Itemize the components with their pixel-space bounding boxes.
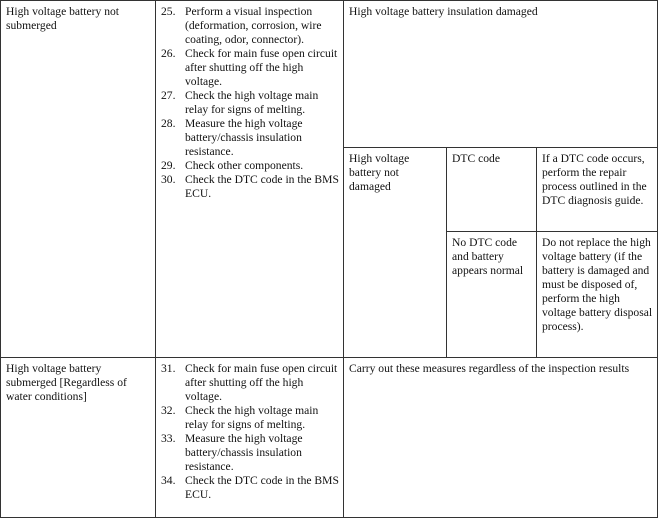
result-text: High voltage battery insulation damaged xyxy=(349,5,538,18)
list-item xyxy=(161,474,339,502)
step-text: Check the DTC code in the BMS ECU. xyxy=(185,173,339,200)
action-text: Do not replace the high voltage battery (if the battery is damaged and must be disposed of, perform the high voltage battery disposal process). xyxy=(542,236,653,333)
list-item xyxy=(161,173,339,201)
result-text: Carry out these measures regardless of the inspection results xyxy=(349,362,630,375)
condition-cell-not-submerged xyxy=(1,1,156,358)
steps-list xyxy=(161,362,339,502)
list-item xyxy=(161,159,339,173)
result-cell-insulation-damaged xyxy=(344,1,658,148)
step-text: Check other components. xyxy=(185,159,304,172)
step-text: Check for main fuse open circuit after shutting off the high voltage. xyxy=(185,362,338,403)
list-item xyxy=(161,404,339,432)
step-text: Measure the high voltage battery/chassis insulation resistance. xyxy=(185,432,303,473)
step-number: 33. xyxy=(161,432,176,445)
step-number: 31. xyxy=(161,362,176,375)
list-item xyxy=(161,47,339,89)
result-text: High voltage battery not damaged xyxy=(349,152,410,193)
dtc-code-cell xyxy=(447,148,537,232)
step-number: 34. xyxy=(161,474,176,487)
list-item xyxy=(161,5,339,47)
action-text: If a DTC code occurs, perform the repair process outlined in the DTC diagnosis guide. xyxy=(542,152,647,207)
action-cell-no-dtc xyxy=(537,232,658,358)
steps-cell-not-submerged xyxy=(156,1,344,358)
condition-text: High voltage battery submerged [Regardless of water conditions] xyxy=(6,362,127,403)
step-number: 26. xyxy=(161,47,176,60)
step-number: 29. xyxy=(161,159,176,172)
condition-text: High voltage battery not submerged xyxy=(6,5,120,32)
step-text: Check the DTC code in the BMS ECU. xyxy=(185,474,339,501)
step-text: Check the high voltage main relay for signs of melting. xyxy=(185,89,319,116)
step-number: 30. xyxy=(161,173,176,186)
step-text: Check for main fuse open circuit after shutting off the high voltage. xyxy=(185,47,338,88)
step-number: 25. xyxy=(161,5,176,18)
step-text: Measure the high voltage battery/chassis insulation resistance. xyxy=(185,117,303,158)
list-item xyxy=(161,89,339,117)
steps-list xyxy=(161,5,339,201)
result-cell-not-damaged xyxy=(344,148,447,358)
step-text: Check the high voltage main relay for signs of melting. xyxy=(185,404,319,431)
list-item xyxy=(161,117,339,159)
step-number: 27. xyxy=(161,89,176,102)
step-number: 32. xyxy=(161,404,176,417)
list-item xyxy=(161,432,339,474)
action-cell-dtc-code xyxy=(537,148,658,232)
step-number: 28. xyxy=(161,117,176,130)
no-dtc-cell xyxy=(447,232,537,358)
step-text: Perform a visual inspection (deformation, corrosion, wire coating, odor, connector). xyxy=(185,5,322,46)
dtc-label: DTC code xyxy=(452,152,500,165)
table-row xyxy=(1,1,658,148)
list-item xyxy=(161,362,339,404)
no-dtc-label: No DTC code and battery appears normal xyxy=(452,236,524,277)
